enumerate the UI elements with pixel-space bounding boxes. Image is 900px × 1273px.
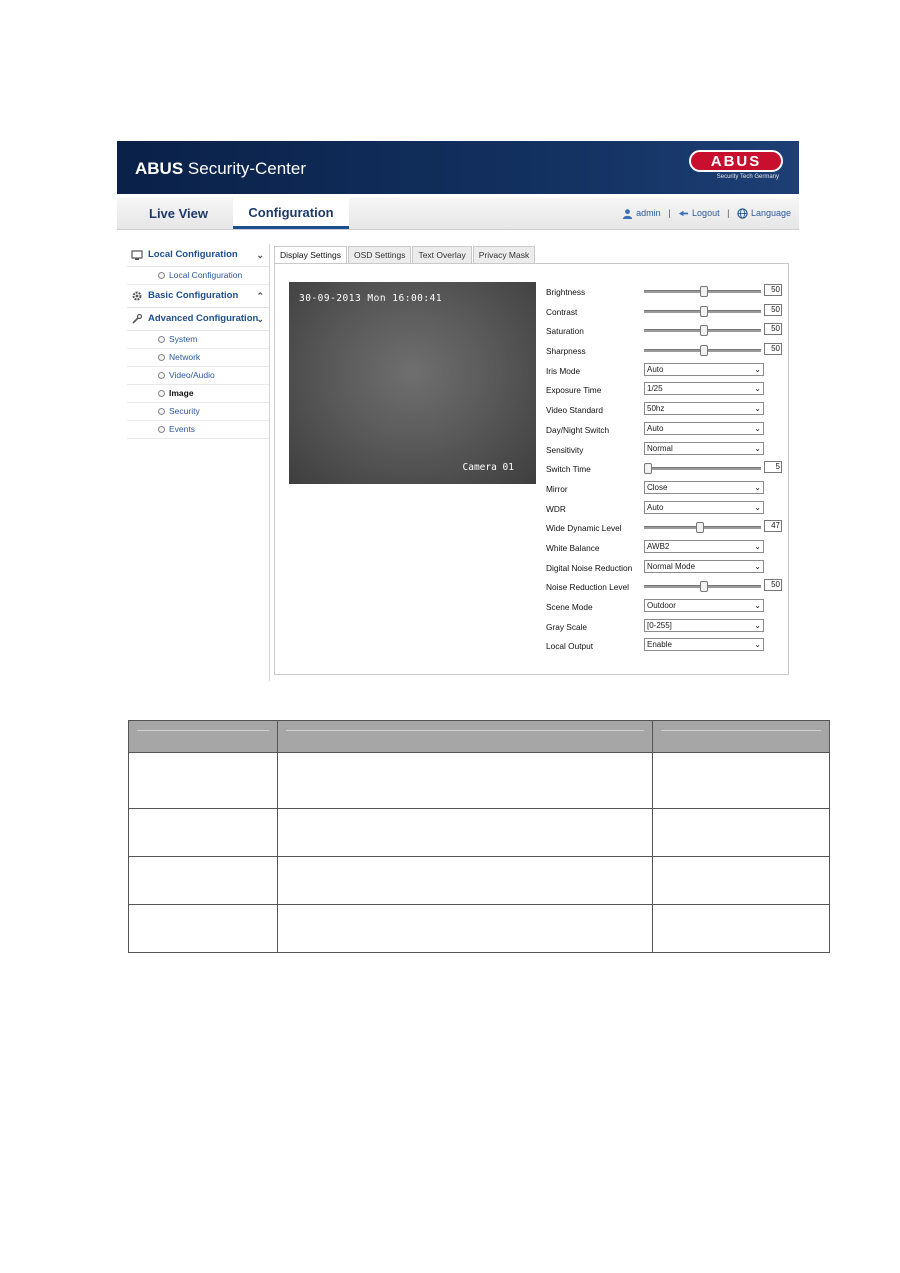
setting-label: Contrast [546,306,578,317]
table-row [129,905,830,953]
logout-icon [678,208,689,219]
user-area [622,198,791,229]
brightness-value-input[interactable]: 50 [764,284,782,296]
saturation-slider[interactable] [644,329,761,332]
language-link[interactable]: Language [750,208,791,219]
switch-time-value-input[interactable]: 5 [764,461,782,473]
logo-tagline: Security Tech Germany [716,174,779,180]
chevron-down-icon: ⌄ [754,404,761,414]
setting-row-exposure-time [546,380,786,400]
select-value: Auto [647,364,664,374]
sidebar-item-network[interactable] [127,349,270,367]
saturation-value-input[interactable]: 50 [764,323,782,335]
iris-mode-select[interactable] [644,363,764,376]
table-cell [129,753,278,809]
chevron-down-icon: ⌄ [754,561,761,571]
table-cell [278,809,653,857]
local-output-select[interactable] [644,638,764,651]
bullet-icon [158,426,165,433]
select-value: Normal Mode [647,561,696,571]
osd-date-overlay: 30-09-2013 Mon 16:00:41 [299,293,443,304]
scene-mode-select[interactable] [644,599,764,612]
slider-thumb[interactable] [700,306,708,317]
app-window [117,141,799,681]
sensitivity-select[interactable] [644,442,764,455]
table-row [129,857,830,905]
setting-label: Local Output [546,641,594,652]
tab-live-view[interactable]: Live View [149,206,209,221]
sidebar-item-label: Security [169,406,200,416]
document-table [128,720,830,953]
setting-row-local-output [546,636,786,656]
bullet-icon [158,336,165,343]
slider-thumb[interactable] [696,522,704,533]
select-value: Close [647,482,668,492]
setting-label: Sharpness [546,346,586,357]
setting-row-switch-time [546,459,786,479]
sidebar-head-label: Advanced Configuration [148,313,259,324]
sidebar-basic-configuration[interactable] [127,285,270,308]
bullet-icon [158,408,165,415]
white-balance-select[interactable] [644,540,764,553]
tab-osd-settings[interactable]: OSD Settings [348,246,412,263]
chevron-down-icon: ⌄ [754,482,761,492]
setting-label: Switch Time [546,464,591,475]
sidebar-advanced-configuration[interactable] [127,308,270,331]
logout-link[interactable]: Logout [692,208,720,219]
brightness-slider[interactable] [644,290,761,293]
sidebar-item-label: System [169,334,198,344]
contrast-value-input[interactable]: 50 [764,304,782,316]
chevron-down-icon: ⌄ [754,601,761,610]
slider-thumb[interactable] [700,325,708,336]
select-value: Enable [647,640,672,650]
exposure-time-select[interactable] [644,382,764,395]
setting-label: Exposure Time [546,385,602,396]
table-cell [129,809,278,857]
setting-label: Iris Mode [546,365,581,376]
tab-privacy-mask[interactable]: Privacy Mask [473,246,536,263]
chevron-down-icon: ⌄ [754,364,761,374]
camera-preview [289,282,536,484]
setting-label: Noise Reduction Level [546,582,630,593]
sidebar-item-security[interactable] [127,403,270,421]
sidebar-local-configuration[interactable] [127,244,270,267]
wdr-select[interactable] [644,501,764,514]
chevron-down-icon: ⌄ [754,384,761,394]
day-night-switch-select[interactable] [644,422,764,435]
sidebar-item-label: Image [169,388,194,398]
display-settings-panel [274,263,789,675]
setting-row-scene-mode [546,597,786,617]
sidebar-item-image[interactable] [127,385,270,403]
image-settings-list [546,282,786,656]
setting-row-iris-mode [546,361,786,381]
brand-logo [689,150,785,188]
select-value: [0-255] [647,620,672,630]
setting-label: WDR [546,503,566,514]
contrast-slider[interactable] [644,310,761,313]
setting-label: Sensitivity [546,444,584,455]
sidebar-item-label: Video/Audio [169,370,215,380]
separator: | [727,208,730,219]
digital-noise-reduction-select[interactable] [644,560,764,573]
setting-row-brightness [546,282,786,302]
app-title: ABUS Security-Center [135,159,307,178]
sharpness-slider[interactable] [644,349,761,352]
chevron-down-icon: ⌄ [256,250,264,260]
noise-reduction-level-value-input[interactable]: 50 [764,579,782,591]
sidebar-item-video-audio[interactable] [127,367,270,385]
setting-row-sensitivity [546,440,786,460]
select-value: 1/25 [647,384,663,394]
setting-label: Saturation [546,326,584,337]
setting-row-gray-scale [546,617,786,637]
tab-configuration[interactable]: Configuration [233,198,349,229]
chevron-down-icon: ⌄ [754,541,761,551]
setting-label: Gray Scale [546,621,588,632]
table-cell [129,857,278,905]
table-row [129,809,830,857]
slider-thumb[interactable] [644,463,652,474]
sidebar-divider [269,244,270,681]
wide-dynamic-level-slider[interactable] [644,526,761,529]
setting-row-contrast [546,302,786,322]
table-cell [653,905,830,953]
sidebar-head-label: Local Configuration [148,249,238,260]
table-header-cell [278,721,653,753]
select-value: Auto [647,423,664,433]
slider-thumb[interactable] [700,581,708,592]
setting-row-saturation [546,321,786,341]
setting-row-wide-dynamic-level [546,518,786,538]
sidebar-item-label: Local Configuration [169,270,243,280]
sharpness-value-input[interactable]: 50 [764,343,782,355]
setting-row-day-night-switch [546,420,786,440]
table-cell [129,905,278,953]
gray-scale-select[interactable] [644,619,764,632]
wide-dynamic-level-value-input[interactable]: 47 [764,520,782,532]
table-cell [278,905,653,953]
setting-label: Digital Noise Reduction [546,562,633,573]
select-value: Normal [647,443,673,453]
table-row [129,753,830,809]
header-banner [117,141,799,194]
globe-icon [737,208,748,219]
chevron-down-icon: ⌄ [256,314,264,324]
setting-label: Brightness [546,287,586,297]
mirror-select[interactable] [644,481,764,494]
table-cell [653,857,830,905]
chevron-down-icon: ⌄ [754,502,761,512]
sidebar-head-label: Basic Configuration [148,290,239,301]
setting-row-noise-reduction-level [546,577,786,597]
main-nav [117,198,799,230]
computer-icon [131,249,143,261]
table-cell [278,857,653,905]
sidebar-item-system[interactable] [127,331,270,349]
table-header-cell [653,721,830,753]
logo-badge: ABUS [689,150,783,172]
chevron-down-icon: ⌄ [754,423,761,433]
tab-text-overlay[interactable]: Text Overlay [412,246,471,263]
video-standard-select[interactable] [644,402,764,415]
wrench-icon [131,313,143,325]
table-cell [278,753,653,809]
setting-label: Day/Night Switch [546,424,610,435]
sidebar [127,244,270,439]
sidebar-item-local-configuration[interactable] [127,267,270,285]
table-header-row [129,721,830,753]
osd-camera-name: Camera 01 [462,462,514,473]
chevron-down-icon: ⌄ [754,640,761,650]
bullet-icon [158,390,165,397]
bullet-icon [158,272,165,279]
sidebar-item-label: Events [169,424,195,434]
sidebar-item-label: Network [169,352,201,362]
select-value: Outdoor [647,601,676,610]
chevron-down-icon: ⌄ [754,443,761,453]
setting-row-mirror [546,479,786,499]
setting-label: Wide Dynamic Level [546,523,622,534]
gear-icon [131,290,143,302]
noise-reduction-level-slider[interactable] [644,585,761,588]
setting-label: White Balance [546,542,600,553]
setting-row-digital-noise-reduction [546,558,786,578]
sidebar-item-events[interactable] [127,421,270,439]
slider-thumb[interactable] [700,345,708,356]
table-cell [653,753,830,809]
slider-thumb[interactable] [700,286,708,297]
chevron-up-icon: ⌃ [256,291,264,301]
bullet-icon [158,372,165,379]
setting-label: Mirror [546,483,568,494]
username[interactable]: admin [636,208,661,219]
setting-row-wdr [546,499,786,519]
setting-label: Scene Mode [546,602,593,612]
settings-tabs [274,246,536,263]
setting-label: Video Standard [546,405,604,416]
select-value: 50hz [647,404,665,414]
user-icon [622,208,633,219]
select-value: Auto [647,502,664,512]
select-value: AWB2 [647,541,670,551]
switch-time-slider[interactable] [644,467,761,470]
setting-row-video-standard [546,400,786,420]
bullet-icon [158,354,165,361]
setting-row-white-balance [546,538,786,558]
setting-row-sharpness [546,341,786,361]
tab-display-settings[interactable]: Display Settings [274,246,347,264]
separator: | [668,208,671,219]
table-cell [653,809,830,857]
table-header-cell [129,721,278,753]
chevron-down-icon: ⌄ [754,620,761,630]
